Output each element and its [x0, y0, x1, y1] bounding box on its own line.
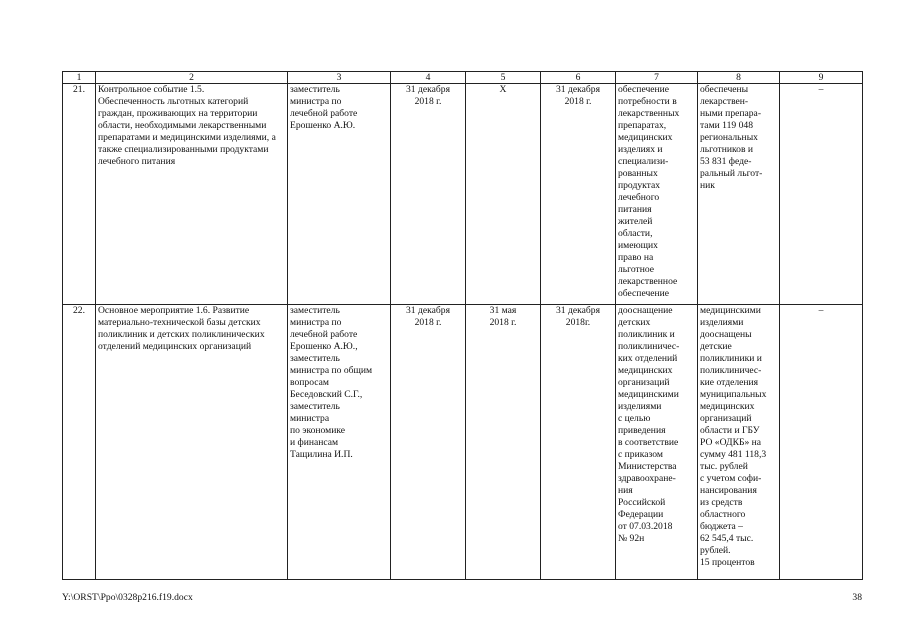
result-cell: обеспечение потребности в лекарственных препаратах, медицинских изделиях и специализи- рованных продуктах лечебного питания жителей области, имеющих право на льготное лекарственное обеспечение: [616, 84, 698, 305]
page-number: 38: [852, 592, 862, 603]
row-number: 22.: [63, 305, 96, 580]
header-cell: 3: [288, 72, 391, 84]
end-date-cell: 31 декабря 2018г.: [541, 305, 616, 580]
header-cell: 8: [698, 72, 780, 84]
start-date-cell: 31 декабря 2018 г.: [391, 84, 466, 305]
header-cell: 7: [616, 72, 698, 84]
actual-cell: медицинскими изделиями дооснащены детские поликлиники и поликлиничес- кие отделения муниципальных медицинских организаций области и ГБУ РО «ОДКБ» на сумму 481 118,3 тыс. рублей с учетом софи- нансирования из средств областного бюджета – 62 545,4 тыс. рублей. 15 процентов: [698, 305, 780, 580]
table-row: [63, 305, 863, 580]
end-date-cell: 31 декабря 2018 г.: [541, 84, 616, 305]
header-cell: 6: [541, 72, 616, 84]
header-cell: 1: [63, 72, 96, 84]
event-cell: Контрольное событие 1.5. Обеспеченность льготных категорий граждан, проживающих на территории области, необходимыми лекарственными препаратами и медицинскими изделиями, а также специализированными продуктами лечебного питания: [96, 84, 288, 305]
header-cell: 2: [96, 72, 288, 84]
result-cell: дооснащение детских поликлиник и поликлиничес- ких отделений медицинских организаций медицинскими изделиями с целью приведения в соответствие с приказом Министерства здравоохране- ния Российской Федерации от 07.03.2018 № 92н: [616, 305, 698, 580]
start-date-cell: 31 декабря 2018 г.: [391, 305, 466, 580]
table-header-row: [63, 72, 863, 84]
mid-date-cell: 31 мая 2018 г.: [466, 305, 541, 580]
header-cell: 4: [391, 72, 466, 84]
responsible-cell: заместитель министра по лечебной работе Ерошенко А.Ю., заместитель министра по общим вопросам Беседовский С.Г., заместитель министра по экономике и финансам Тащилина И.П.: [288, 305, 391, 580]
header-cell: 5: [466, 72, 541, 84]
note-cell: –: [780, 305, 863, 580]
event-cell: Основное мероприятие 1.6. Развитие материально-технической базы детских поликлиник и детских поликлинических отделений медицинских организаций: [96, 305, 288, 580]
plan-table: [62, 71, 863, 580]
responsible-cell: заместитель министра по лечебной работе Ерошенко А.Ю.: [288, 84, 391, 305]
footer-file-path: Y:\ORST\Ppo\0328p216.f19.docx: [62, 592, 193, 603]
mid-date-cell: Х: [466, 84, 541, 305]
actual-cell: обеспечены лекарствен- ными препара- тами 119 048 региональных льготников и 53 831 феде- ральный льгот- ник: [698, 84, 780, 305]
row-number: 21.: [63, 84, 96, 305]
table-row: [63, 84, 863, 305]
header-cell: 9: [780, 72, 863, 84]
note-cell: –: [780, 84, 863, 305]
